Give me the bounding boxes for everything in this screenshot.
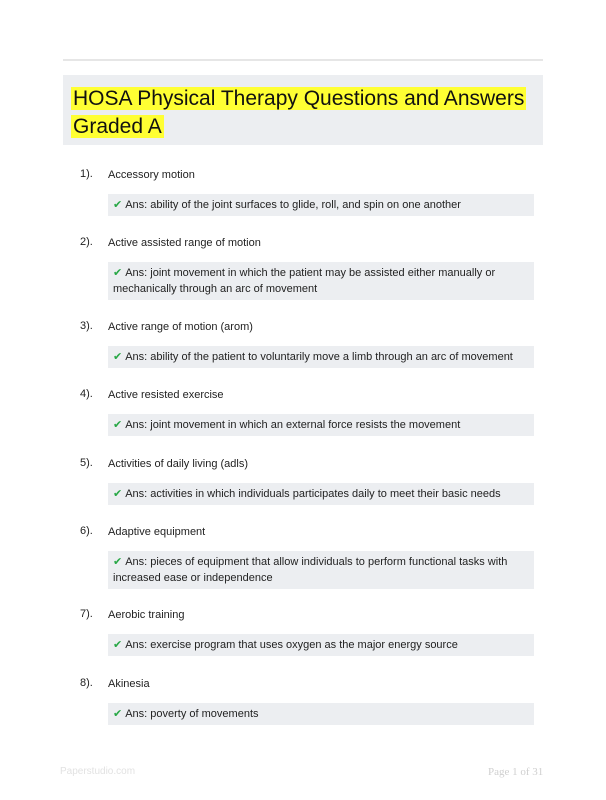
check-icon: ✔ — [113, 639, 123, 651]
question-term: Accessory motion — [108, 169, 195, 181]
answer-text: Ans: poverty of movements — [125, 708, 259, 720]
question-number: 7). — [80, 608, 93, 620]
answer-box — [108, 414, 534, 436]
question-term: Adaptive equipment — [108, 526, 206, 538]
question-number: 6). — [80, 525, 93, 537]
answer-box — [108, 703, 534, 725]
question-term: Akinesia — [108, 678, 150, 690]
top-divider — [63, 59, 543, 61]
check-icon: ✔ — [113, 488, 123, 500]
answer-box — [108, 262, 534, 300]
answer-text: Ans: joint movement in which an external force resists the movement — [125, 419, 461, 431]
page-title-text: HOSA Physical Therapy Questions and Answers Graded A — [73, 87, 525, 138]
footer-watermark: Paperstudio.com — [60, 766, 136, 777]
page-number: Page 1 of 31 — [488, 766, 544, 778]
answer-text: Ans: pieces of equipment that allow individuals to perform functional tasks with increased ease or independence — [113, 556, 508, 584]
answer-text: Ans: joint movement in which the patient may be assisted either manually or mechanically through an arc of movement — [113, 267, 496, 295]
answer-box — [108, 346, 534, 368]
question-number: 4). — [80, 388, 93, 400]
answer-text: Ans: ability of the joint surfaces to glide, roll, and spin on one another — [125, 199, 461, 211]
check-icon: ✔ — [113, 351, 123, 363]
question-term: Active range of motion (arom) — [108, 321, 253, 333]
check-icon: ✔ — [113, 267, 123, 279]
question-number: 5). — [80, 457, 93, 469]
question-term: Active assisted range of motion — [108, 237, 261, 249]
question-number: 3). — [80, 320, 93, 332]
check-icon: ✔ — [113, 556, 123, 568]
page-title — [71, 85, 535, 141]
check-icon: ✔ — [113, 419, 123, 431]
answer-box — [108, 634, 534, 656]
question-term: Active resisted exercise — [108, 389, 224, 401]
check-icon: ✔ — [113, 199, 123, 211]
check-icon: ✔ — [113, 708, 123, 720]
question-number: 1). — [80, 168, 93, 180]
question-term: Activities of daily living (adls) — [108, 458, 248, 470]
answer-text: Ans: exercise program that uses oxygen as the major energy source — [125, 639, 458, 651]
answer-box — [108, 551, 534, 589]
title-block — [63, 75, 543, 145]
question-term: Aerobic training — [108, 609, 185, 621]
question-number: 8). — [80, 677, 93, 689]
answer-text: Ans: ability of the patient to voluntarily move a limb through an arc of movement — [125, 351, 513, 363]
answer-text: Ans: activities in which individuals participates daily to meet their basic needs — [125, 488, 501, 500]
question-number: 2). — [80, 236, 93, 248]
answer-box — [108, 483, 534, 505]
answer-box — [108, 194, 534, 216]
